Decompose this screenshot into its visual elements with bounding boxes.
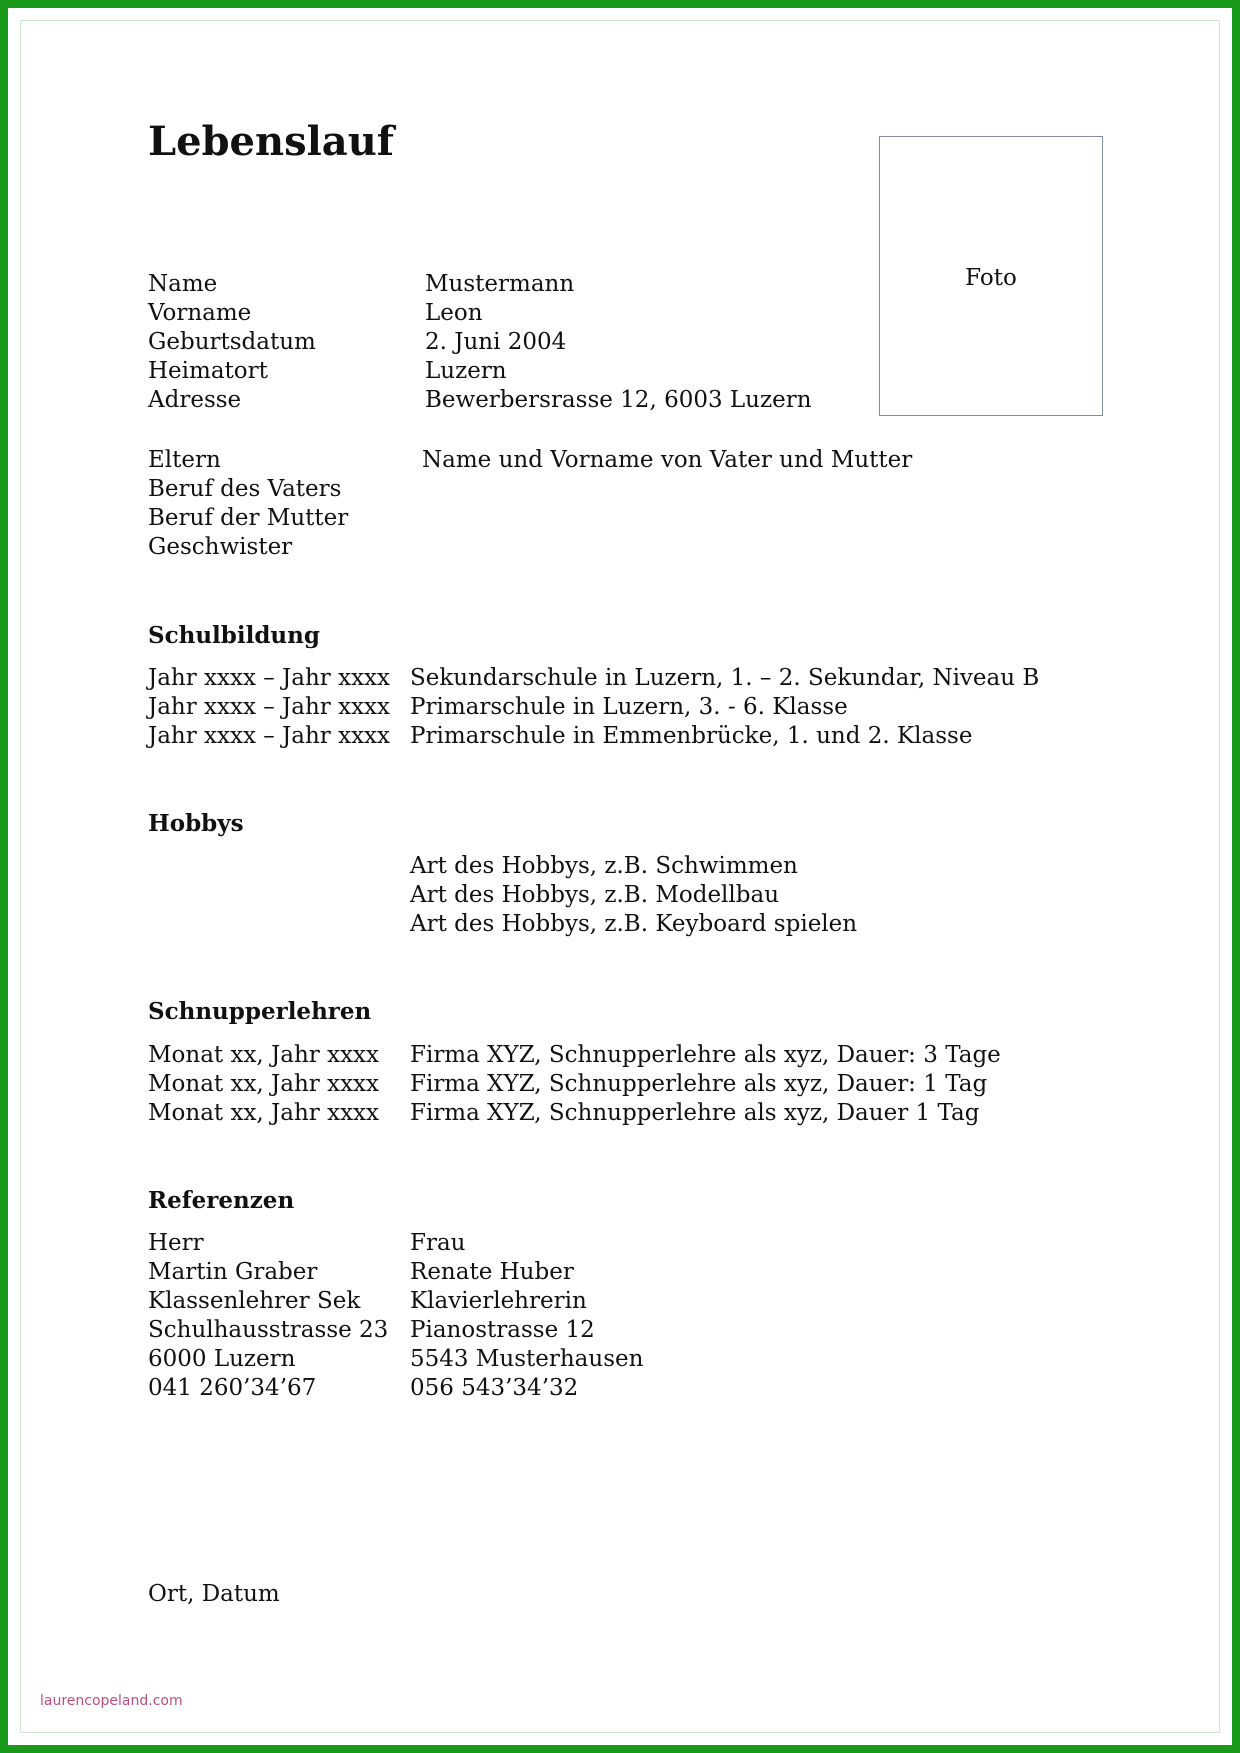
personal-value-geburtsdatum: 2. Juni 2004: [425, 329, 567, 355]
schulbildung-period: Jahr xxxx – Jahr xxxx: [148, 694, 390, 720]
personal-value-vorname: Leon: [425, 300, 483, 326]
schnupperlehre-text: Firma XYZ, Schnupperlehre als xyz, Dauer: 3 Tage: [410, 1042, 1001, 1068]
schnupperlehre-period: Monat xx, Jahr xxxx: [148, 1100, 379, 1126]
section-heading-hobbys: Hobbys: [148, 810, 244, 837]
reference-right-line: Renate Huber: [410, 1259, 574, 1285]
parents-value-eltern: Name und Vorname von Vater und Mutter: [422, 447, 913, 473]
personal-value-name: Mustermann: [425, 271, 575, 297]
section-heading-schnupperlehren: Schnupperlehren: [148, 998, 372, 1025]
hobby-item: Art des Hobbys, z.B. Schwimmen: [410, 853, 798, 879]
watermark: laurencopeland.com: [40, 1693, 183, 1709]
schnupperlehre-period: Monat xx, Jahr xxxx: [148, 1071, 379, 1097]
parents-label-beruf-vater: Beruf des Vaters: [148, 476, 342, 502]
reference-left-line: Klassenlehrer Sek: [148, 1288, 361, 1314]
personal-label-heimatort: Heimatort: [148, 358, 268, 384]
schulbildung-text: Primarschule in Emmenbrücke, 1. und 2. Klasse: [410, 723, 973, 749]
personal-label-vorname: Vorname: [148, 300, 252, 326]
reference-right-line: Klavierlehrerin: [410, 1288, 587, 1314]
parents-label-geschwister: Geschwister: [148, 534, 293, 560]
reference-left-line: 041 260’34’67: [148, 1375, 317, 1401]
hobby-item: Art des Hobbys, z.B. Modellbau: [410, 882, 780, 908]
schulbildung-text: Sekundarschule in Luzern, 1. – 2. Sekundar, Niveau B: [410, 665, 1040, 691]
schulbildung-period: Jahr xxxx – Jahr xxxx: [148, 665, 390, 691]
reference-left-line: Herr: [148, 1230, 204, 1256]
ort-datum: Ort, Datum: [148, 1581, 280, 1607]
section-heading-schulbildung: Schulbildung: [148, 622, 320, 649]
reference-left-line: Martin Graber: [148, 1259, 318, 1285]
section-heading-referenzen: Referenzen: [148, 1187, 295, 1214]
hobby-item: Art des Hobbys, z.B. Keyboard spielen: [410, 911, 858, 937]
personal-label-geburtsdatum: Geburtsdatum: [148, 329, 316, 355]
reference-left-line: 6000 Luzern: [148, 1346, 296, 1372]
parents-label-eltern: Eltern: [148, 447, 221, 473]
personal-label-name: Name: [148, 271, 218, 297]
schulbildung-text: Primarschule in Luzern, 3. - 6. Klasse: [410, 694, 848, 720]
schnupperlehre-text: Firma XYZ, Schnupperlehre als xyz, Dauer: 1 Tag: [410, 1071, 988, 1097]
photo-placeholder: [879, 136, 1103, 416]
schnupperlehre-period: Monat xx, Jahr xxxx: [148, 1042, 379, 1068]
personal-value-adresse: Bewerbersrasse 12, 6003 Luzern: [425, 387, 812, 413]
schulbildung-period: Jahr xxxx – Jahr xxxx: [148, 723, 390, 749]
page-title: Lebenslauf: [148, 118, 394, 165]
reference-right-line: Pianostrasse 12: [410, 1317, 595, 1343]
reference-left-line: Schulhausstrasse 23: [148, 1317, 389, 1343]
reference-right-line: Frau: [410, 1230, 466, 1256]
personal-value-heimatort: Luzern: [425, 358, 507, 384]
reference-right-line: 056 543’34’32: [410, 1375, 579, 1401]
reference-right-line: 5543 Musterhausen: [410, 1346, 644, 1372]
personal-label-adresse: Adresse: [148, 387, 242, 413]
schnupperlehre-text: Firma XYZ, Schnupperlehre als xyz, Dauer 1 Tag: [410, 1100, 980, 1126]
parents-label-beruf-mutter: Beruf der Mutter: [148, 505, 349, 531]
photo-label: Foto: [965, 265, 1017, 291]
